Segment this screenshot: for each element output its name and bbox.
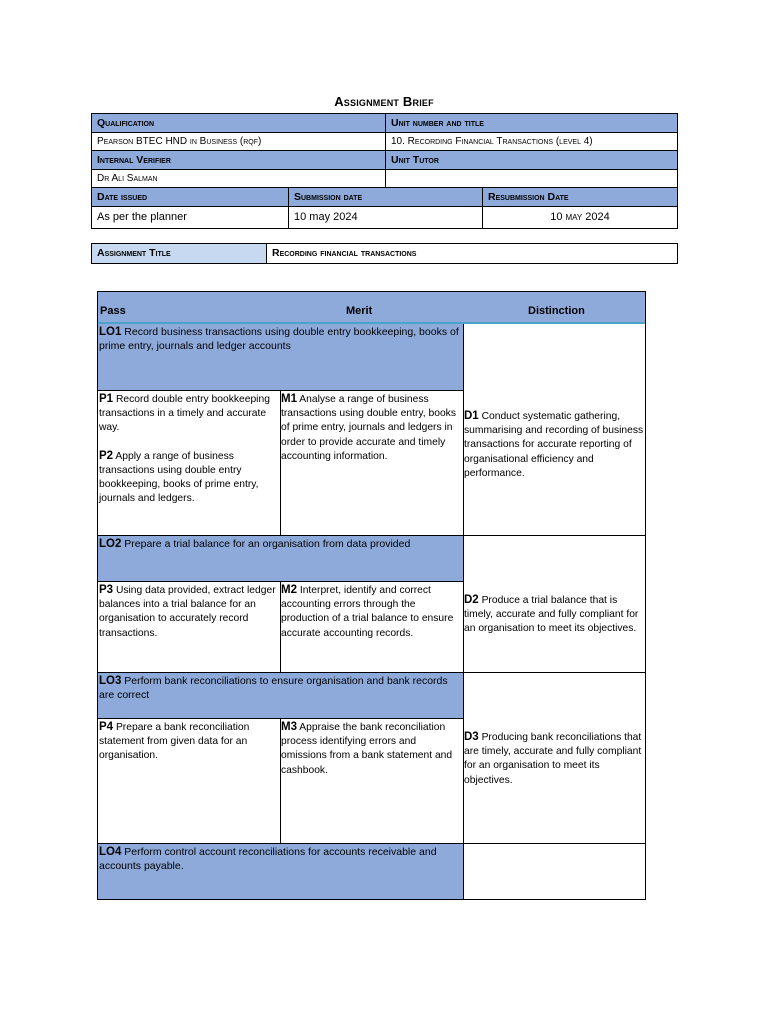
p1-criterion <box>99 392 280 436</box>
p2-text: Apply a range of business transactions using double entry bookkeeping, books of prime entry, journals and ledgers. <box>99 450 259 505</box>
assignment-title-table <box>91 243 678 264</box>
divider <box>463 535 645 536</box>
lo4-text: Perform control account reconciliations for accounts receivable and accounts payable. <box>99 846 437 872</box>
brief-title: Assignment Brief <box>334 94 434 109</box>
unit-value: 10. Recording Financial Transactions (level 4) <box>386 133 677 151</box>
lo3-text: Perform bank reconciliations to ensure organisation and bank records are correct <box>99 675 448 701</box>
lo3-row <box>98 672 463 719</box>
d1-text: Conduct systematic gathering, summarising and recording of business transactions for accurate reporting of organisational efficiency and performance. <box>464 411 644 479</box>
m1-text: Analyse a range of business transactions using double entry, books of prime entry, journals and ledgers in order to provide accurate and timely accounting information. <box>281 394 456 462</box>
p2-code: P2 <box>99 449 114 462</box>
divider <box>280 582 281 672</box>
lo1-row <box>98 324 463 391</box>
d2-text: Produce a trial balance that is timely, accurate and fully compliant for an organisation to meet its objectives. <box>464 595 639 635</box>
d1-code: D1 <box>464 410 479 422</box>
m2-text: Interpret, identify and correct accounting errors through the production of a trial balance to ensure accurate accounting records. <box>281 585 454 639</box>
p3-cell <box>98 582 281 672</box>
m3-cell <box>280 719 463 843</box>
date-issued-value: As per the planner <box>92 207 289 228</box>
info-table <box>91 113 678 229</box>
m3-text: Appraise the bank reconciliation process identifying errors and omissions from a bank statement and cashbook. <box>281 722 453 776</box>
m1-cell <box>280 391 463 535</box>
p4-code: P4 <box>99 721 114 733</box>
verifier-label: Internal Verifier <box>92 151 386 170</box>
p1-p2-cell <box>98 391 281 535</box>
p1-code: P1 <box>99 393 114 405</box>
header-merit: Merit <box>346 305 373 317</box>
resubmission-value: 10 may 2024 <box>550 211 610 223</box>
p4-cell <box>98 719 281 843</box>
lo4-row <box>98 843 463 899</box>
p4-text: Prepare a bank reconciliation statement from given data for an organisation. <box>99 722 250 762</box>
assignment-title-label: Assignment Title <box>92 244 267 263</box>
date-issued-label: Date issued <box>92 188 289 207</box>
d3-code: D3 <box>464 731 479 743</box>
assignment-title-value: Recording financial transactions <box>272 247 417 259</box>
p3-text: Using data provided, extract ledger balances into a trial balance for an organisation to accurately record transactions. <box>99 585 276 639</box>
qualification-label: Qualification <box>92 114 386 133</box>
tutor-label: Unit Tutor <box>386 151 677 170</box>
d3-text: Producing bank reconciliations that are timely, accurate and fully compliant for an organisation to meet its objectives. <box>464 732 642 786</box>
divider <box>463 672 645 673</box>
lo1-text: Record business transactions using double entry bookkeeping, books of prime entry, journals and ledger accounts <box>99 326 459 352</box>
lo3-code: LO3 <box>99 675 122 687</box>
d3-cell <box>463 729 645 789</box>
d2-code: D2 <box>464 594 479 606</box>
header-pass: Pass <box>100 305 126 317</box>
p2-criterion <box>99 449 280 507</box>
resubmission-label: Resubmission Date <box>483 188 677 207</box>
submission-label: Submission date <box>289 188 483 207</box>
submission-value: 10 may 2024 <box>289 207 483 228</box>
d1-cell <box>463 408 645 482</box>
divider <box>280 391 281 535</box>
m3-code: M3 <box>281 721 297 733</box>
lo2-text: Prepare a trial balance for an organisation from data provided <box>121 538 411 550</box>
qualification-value: Pearson BTEC HND in Business (rqf) <box>92 133 386 151</box>
p1-text: Record double entry bookkeeping transactions in a timely and accurate way. <box>99 394 270 434</box>
divider <box>463 843 645 844</box>
d2-cell <box>463 592 645 638</box>
lo1-code: LO1 <box>99 326 122 338</box>
m1-code: M1 <box>281 393 297 405</box>
tutor-value <box>386 170 677 188</box>
unit-label: Unit number and title <box>386 114 677 133</box>
p3-code: P3 <box>99 584 114 596</box>
lo4-code: LO4 <box>99 846 122 858</box>
criteria-table <box>97 291 646 900</box>
divider <box>280 719 281 843</box>
m2-code: M2 <box>281 584 297 596</box>
verifier-value: Dr Ali Salman <box>92 170 386 188</box>
lo2-row <box>98 535 463 582</box>
header-distinction: Distinction <box>528 305 585 317</box>
criteria-header <box>98 292 645 324</box>
divider <box>463 324 464 899</box>
m2-cell <box>280 582 463 672</box>
lo2-code: LO2 <box>99 538 122 550</box>
